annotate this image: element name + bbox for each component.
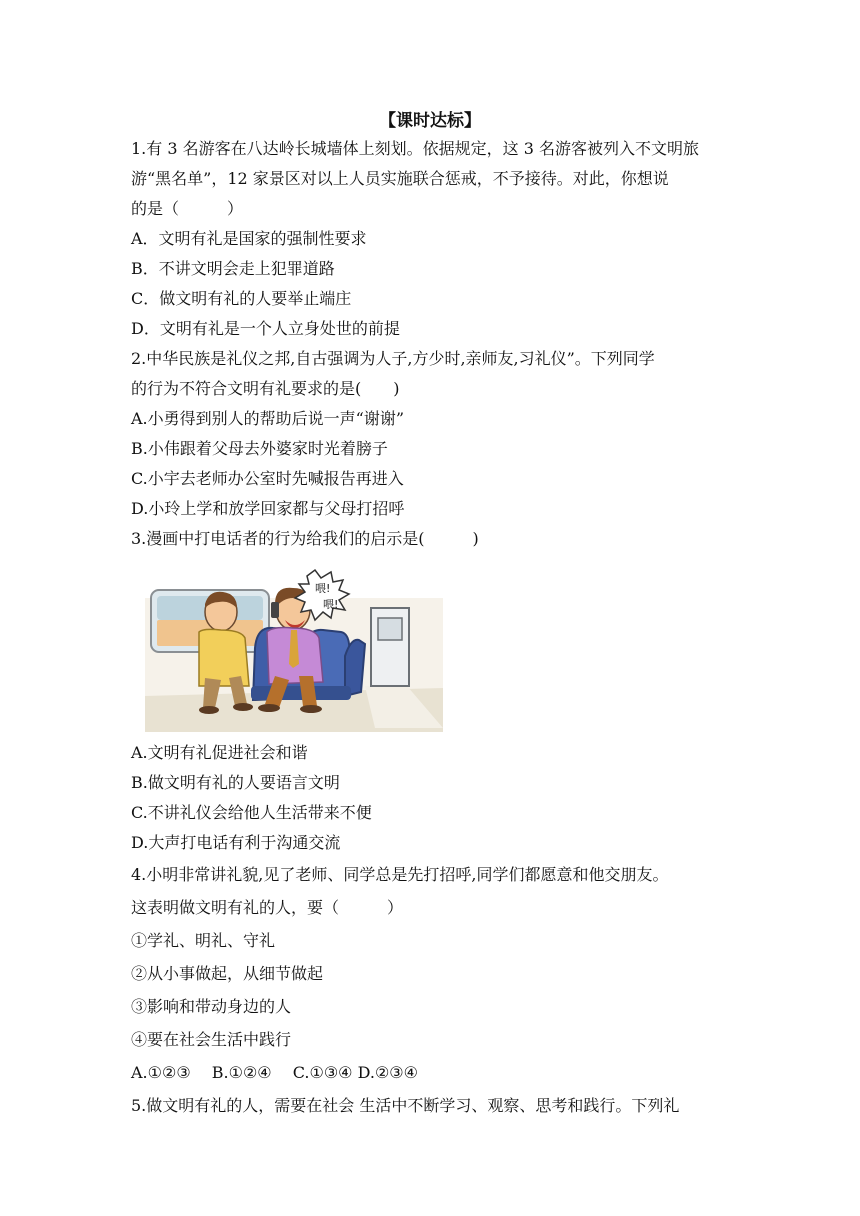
q3-option-a: A.文明有礼促进社会和谐 [131, 743, 308, 762]
q4-stem-line: 4.小明非常讲礼貌,见了老师、同学总是先打招呼,同学们都愿意和他交朋友。 [131, 865, 669, 884]
q1-option-d: D．文明有礼是一个人立身处世的前提 [131, 319, 400, 338]
q2-option-d: D.小玲上学和放学回家都与父母打招呼 [131, 499, 405, 518]
q2-stem-line: 2.中华民族是礼仪之邦,自古强调为人子,方少时,亲师友,习礼仪”。下列同学 [131, 349, 655, 368]
q1-option-c: C．做文明有礼的人要举止端庄 [131, 289, 352, 308]
q2-option-c: C.小宇去老师办公室时先喊报告再进入 [131, 469, 404, 488]
q1-stem-line: 1.有 3 名游客在八达岭长城墙体上刻划。依据规定，这 3 名游客被列入不文明旅 [131, 139, 699, 158]
q1-option-b: B．不讲文明会走上犯罪道路 [131, 259, 335, 278]
q4-statement-2: ②从小事做起，从细节做起 [131, 964, 324, 983]
section-title: 【课时达标】 [379, 111, 481, 131]
q3-option-d: D.大声打电话有利于沟通交流 [131, 833, 341, 852]
q3-option-c: C.不讲礼仪会给他人生活带来不便 [131, 803, 372, 822]
phone-call-cartoon [145, 568, 443, 732]
q2-option-a: A.小勇得到别人的帮助后说一声“谢谢” [131, 409, 405, 428]
q3-stem-line: 3.漫画中打电话者的行为给我们的启示是( ) [131, 529, 479, 548]
q4-statement-3: ③影响和带动身边的人 [131, 997, 292, 1016]
q2-option-b: B.小伟跟着父母去外婆家时光着膀子 [131, 439, 388, 458]
q4-statement-1: ①学礼、明礼、守礼 [131, 931, 276, 950]
q1-option-a: A．文明有礼是国家的强制性要求 [131, 229, 367, 248]
q1-stem-line: 游“黑名单”，12 家景区对以上人员实施联合惩戒，不予接待。对此，你想说 [131, 169, 669, 188]
q3-option-b: B.做文明有礼的人要语言文明 [131, 773, 340, 792]
q4-options: A.①②③ B.①②④ C.①③④ D.②③④ [131, 1063, 418, 1082]
q4-stem-line: 这表明做文明有礼的人，要（ ） [131, 898, 404, 917]
bubble-text: 喂! [323, 598, 339, 611]
q4-statement-4: ④要在社会生活中践行 [131, 1030, 292, 1049]
bubble-text: 喂! [315, 582, 331, 595]
q2-stem-line: 的行为不符合文明有礼要求的是( ) [131, 379, 400, 398]
question-list [131, 134, 731, 1122]
q1-stem-line: 的是（ ） [131, 199, 244, 218]
q5-stem-line: 5.做文明有礼的人，需要在社会 生活中不断学习、观察、思考和践行。下列礼 [131, 1096, 680, 1115]
